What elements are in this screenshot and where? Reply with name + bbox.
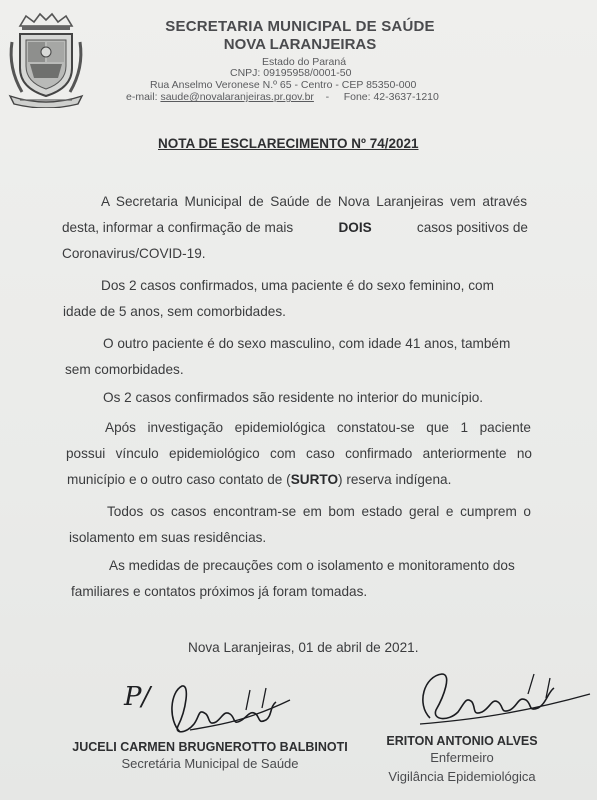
paragraph-line: isolamento em suas residências. — [69, 530, 267, 545]
text-span: município e o outro caso contato de ( — [67, 472, 291, 487]
paragraph-line: possui vínculo epidemiológico com caso confirmado anteriormente no — [66, 446, 532, 461]
paragraph-line: Os 2 casos confirmados são residente no interior do município. — [103, 390, 484, 405]
paragraph-line: O outro paciente é do sexo masculino, com idade 41 anos, também — [103, 336, 511, 351]
paragraph-line: familiares e contatos próximos já foram tomadas. — [71, 584, 368, 599]
text-span: ) reserva indígena. — [338, 472, 452, 487]
state-line: Estado do Paraná — [262, 56, 347, 68]
signature-block-left — [60, 740, 360, 773]
cnpj-line: CNPJ: 09195958/0001-50 — [230, 67, 352, 79]
signer-role-right-1: Enfermeiro — [430, 750, 494, 765]
paragraph-line: A Secretaria Municipal de Saúde de Nova Laranjeiras vem através — [101, 194, 527, 209]
email-link[interactable]: saude@novalaranjeiras.pr.gov.br — [160, 91, 314, 103]
paragraph-line: sem comorbidades. — [65, 362, 184, 377]
paragraph-line: idade de 5 anos, sem comorbidades. — [63, 304, 286, 319]
handwritten-signature-left — [150, 680, 300, 740]
contact-separator: - — [325, 91, 330, 103]
handwritten-signature-right — [408, 668, 597, 734]
signer-name-left: JUCELI CARMEN BRUGNEROTTO BALBINOTI — [72, 740, 348, 754]
signature-prefix-text: P/ — [124, 682, 151, 712]
address-line: Rua Anselmo Veronese N.º 65 - Centro - CEP 85350-000 — [150, 79, 417, 91]
paragraph-line: Dos 2 casos confirmados, uma paciente é do sexo feminino, com — [101, 278, 494, 293]
signer-role-right-2: Vigilância Epidemiológica — [388, 769, 536, 784]
highlight-bold: DOIS — [338, 220, 372, 235]
municipal-coat-of-arms-icon — [6, 12, 86, 108]
signature-block-right — [362, 734, 562, 786]
email-label: e-mail: — [126, 91, 158, 103]
paragraph-line: As medidas de precauções com o isolamento e monitoramento dos — [109, 558, 515, 573]
letterhead — [120, 18, 480, 53]
org-name-line1: SECRETARIA MUNICIPAL DE SAÚDE — [165, 18, 435, 35]
signer-role-left: Secretária Municipal de Saúde — [121, 756, 299, 771]
date-line: Nova Laranjeiras, 01 de abril de 2021. — [188, 640, 419, 655]
phone-number: Fone: 42-3637-1210 — [343, 91, 439, 103]
text-span: casos positivos de — [416, 220, 528, 235]
paragraph-line — [62, 215, 528, 240]
paragraph-line: Coronavirus/COVID-19. — [62, 246, 206, 261]
paragraph-line: Após investigação epidemiológica constatou-se que 1 paciente — [105, 420, 531, 435]
org-name-line2: NOVA LARANJEIRAS — [223, 36, 377, 53]
document-title: NOTA DE ESCLARECIMENTO Nº 74/2021 — [158, 136, 419, 151]
highlight-bold: SURTO — [290, 472, 339, 487]
signature-prefix — [124, 682, 150, 712]
contact-line — [126, 91, 439, 103]
paragraph-line: Todos os casos encontram-se em bom estado geral e cumprem o — [107, 504, 531, 519]
signer-name-right: ERITON ANTONIO ALVES — [386, 734, 538, 748]
paragraph-line — [67, 467, 451, 492]
text-span: desta, informar a confirmação de mais — [62, 220, 294, 235]
